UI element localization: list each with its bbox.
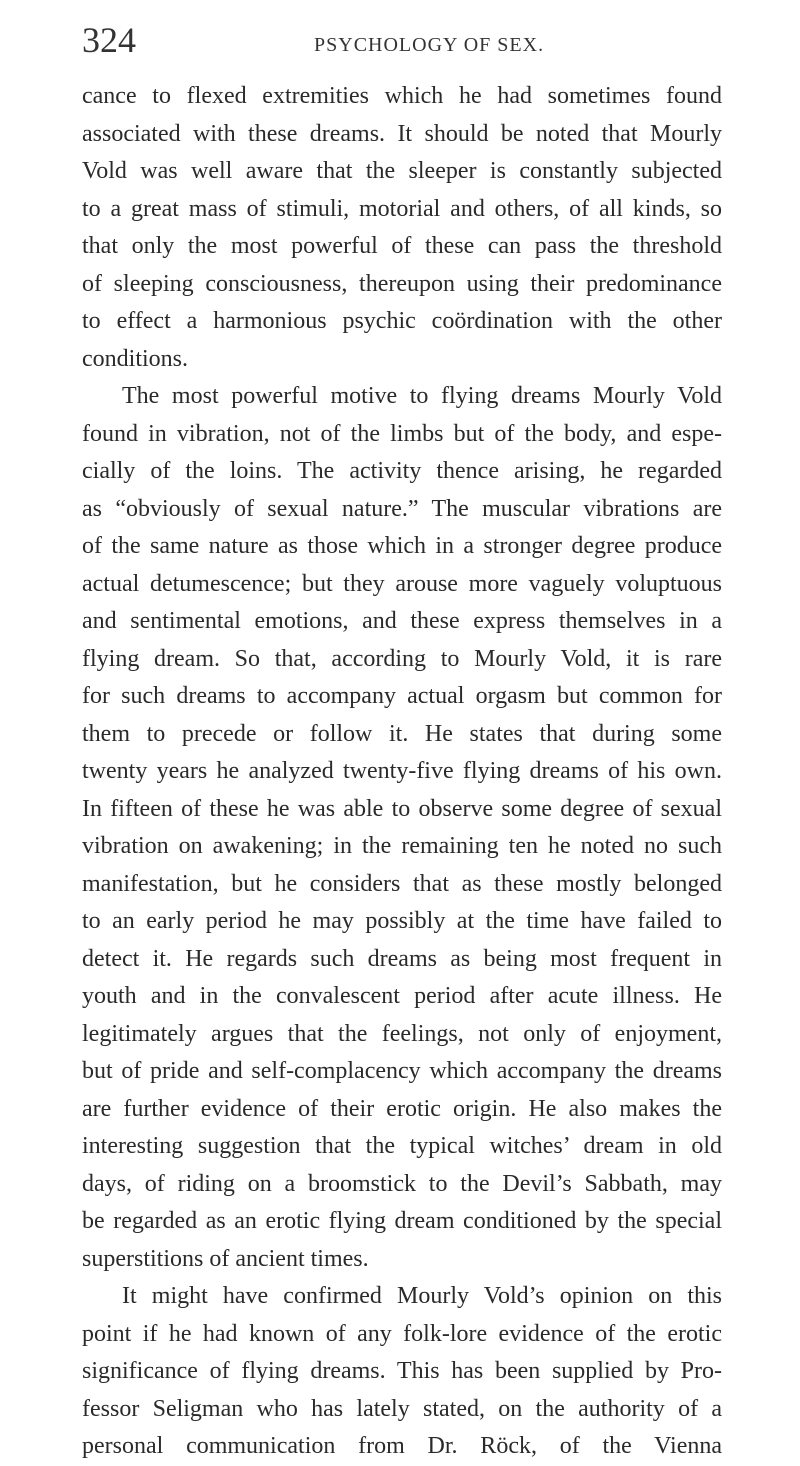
text-line: conditions. [82, 345, 188, 372]
text-line: It might have confirmed Mourly Vold’s opinion on this [122, 1283, 722, 1309]
page-number: 324 [82, 20, 136, 60]
text-line: detect it. He regards such dreams as being most frequent in [82, 945, 722, 972]
text-line: them to precede or follow it. He states that during some [82, 720, 722, 747]
text-line: flying dream. So that, according to Mourly Vold, it is rare [82, 645, 722, 672]
text-line: and sentimental emotions, and these express themselves in a [82, 608, 722, 634]
text-line: twenty years he analyzed twenty-five flying dreams of his own. [82, 758, 722, 784]
text-line: In fifteen of these he was able to observe some degree of sexual [82, 795, 722, 822]
text-line: manifestation, but he considers that as these mostly belonged [82, 870, 722, 897]
text-line: days, of riding on a broomstick to the Devil’s Sabbath, may [82, 1170, 722, 1197]
text-line: found in vibration, not of the limbs but of the body, and espe- [82, 420, 722, 447]
text-line: for such dreams to accompany actual orgasm but common for [82, 683, 722, 709]
body-text [82, 78, 722, 1466]
text-line: legitimately argues that the feelings, not only of enjoyment, [82, 1020, 722, 1047]
text-line: cance to flexed extremities which he had sometimes found [82, 83, 722, 109]
text-line: vibration on awakening; in the remaining ten he noted no such [82, 833, 722, 859]
text-line: to an early period he may possibly at the time have failed to [82, 908, 722, 934]
text-line: as “obviously of sexual nature.” The muscular vibrations are [82, 495, 722, 522]
text-line: youth and in the convalescent period after acute illness. He [82, 983, 722, 1009]
text-line: that only the most powerful of these can pass the threshold [82, 233, 722, 259]
text-line: cially of the loins. The activity thence arising, he regarded [82, 458, 722, 484]
text-line: be regarded as an erotic flying dream conditioned by the special [82, 1208, 722, 1234]
text-line: interesting suggestion that the typical witches’ dream in old [82, 1133, 722, 1159]
text-line: are further evidence of their erotic origin. He also makes the [82, 1095, 722, 1122]
text-line: fessor Seligman who has lately stated, on the authority of a [82, 1395, 722, 1422]
text-line: but of pride and self-complacency which accompany the dreams [82, 1058, 722, 1084]
text-line: Vold was well aware that the sleeper is constantly subjected [82, 158, 722, 184]
text-line: actual detumescence; but they arouse more vaguely voluptuous [82, 570, 722, 597]
text-line: associated with these dreams. It should be noted that Mourly [82, 120, 722, 147]
text-line: to effect a harmonious psychic coördination with the other [82, 308, 722, 334]
text-line: significance of flying dreams. This has been supplied by Pro- [82, 1358, 722, 1384]
text-line: superstitions of ancient times. [82, 1245, 369, 1272]
page-header [82, 20, 722, 60]
text-line: point if he had known of any folk-lore evidence of the erotic [82, 1320, 722, 1347]
running-head: PSYCHOLOGY OF SEX. [314, 34, 545, 56]
text-line: to a great mass of stimuli, motorial and others, of all kinds, so [82, 195, 722, 222]
text-line: personal communication from Dr. Röck, of the Vienna [82, 1433, 722, 1459]
text-line: of sleeping consciousness, thereupon using their predominance [82, 270, 722, 297]
text-line: The most powerful motive to flying dreams Mourly Vold [122, 383, 722, 409]
text-line: of the same nature as those which in a stronger degree produce [82, 533, 722, 559]
